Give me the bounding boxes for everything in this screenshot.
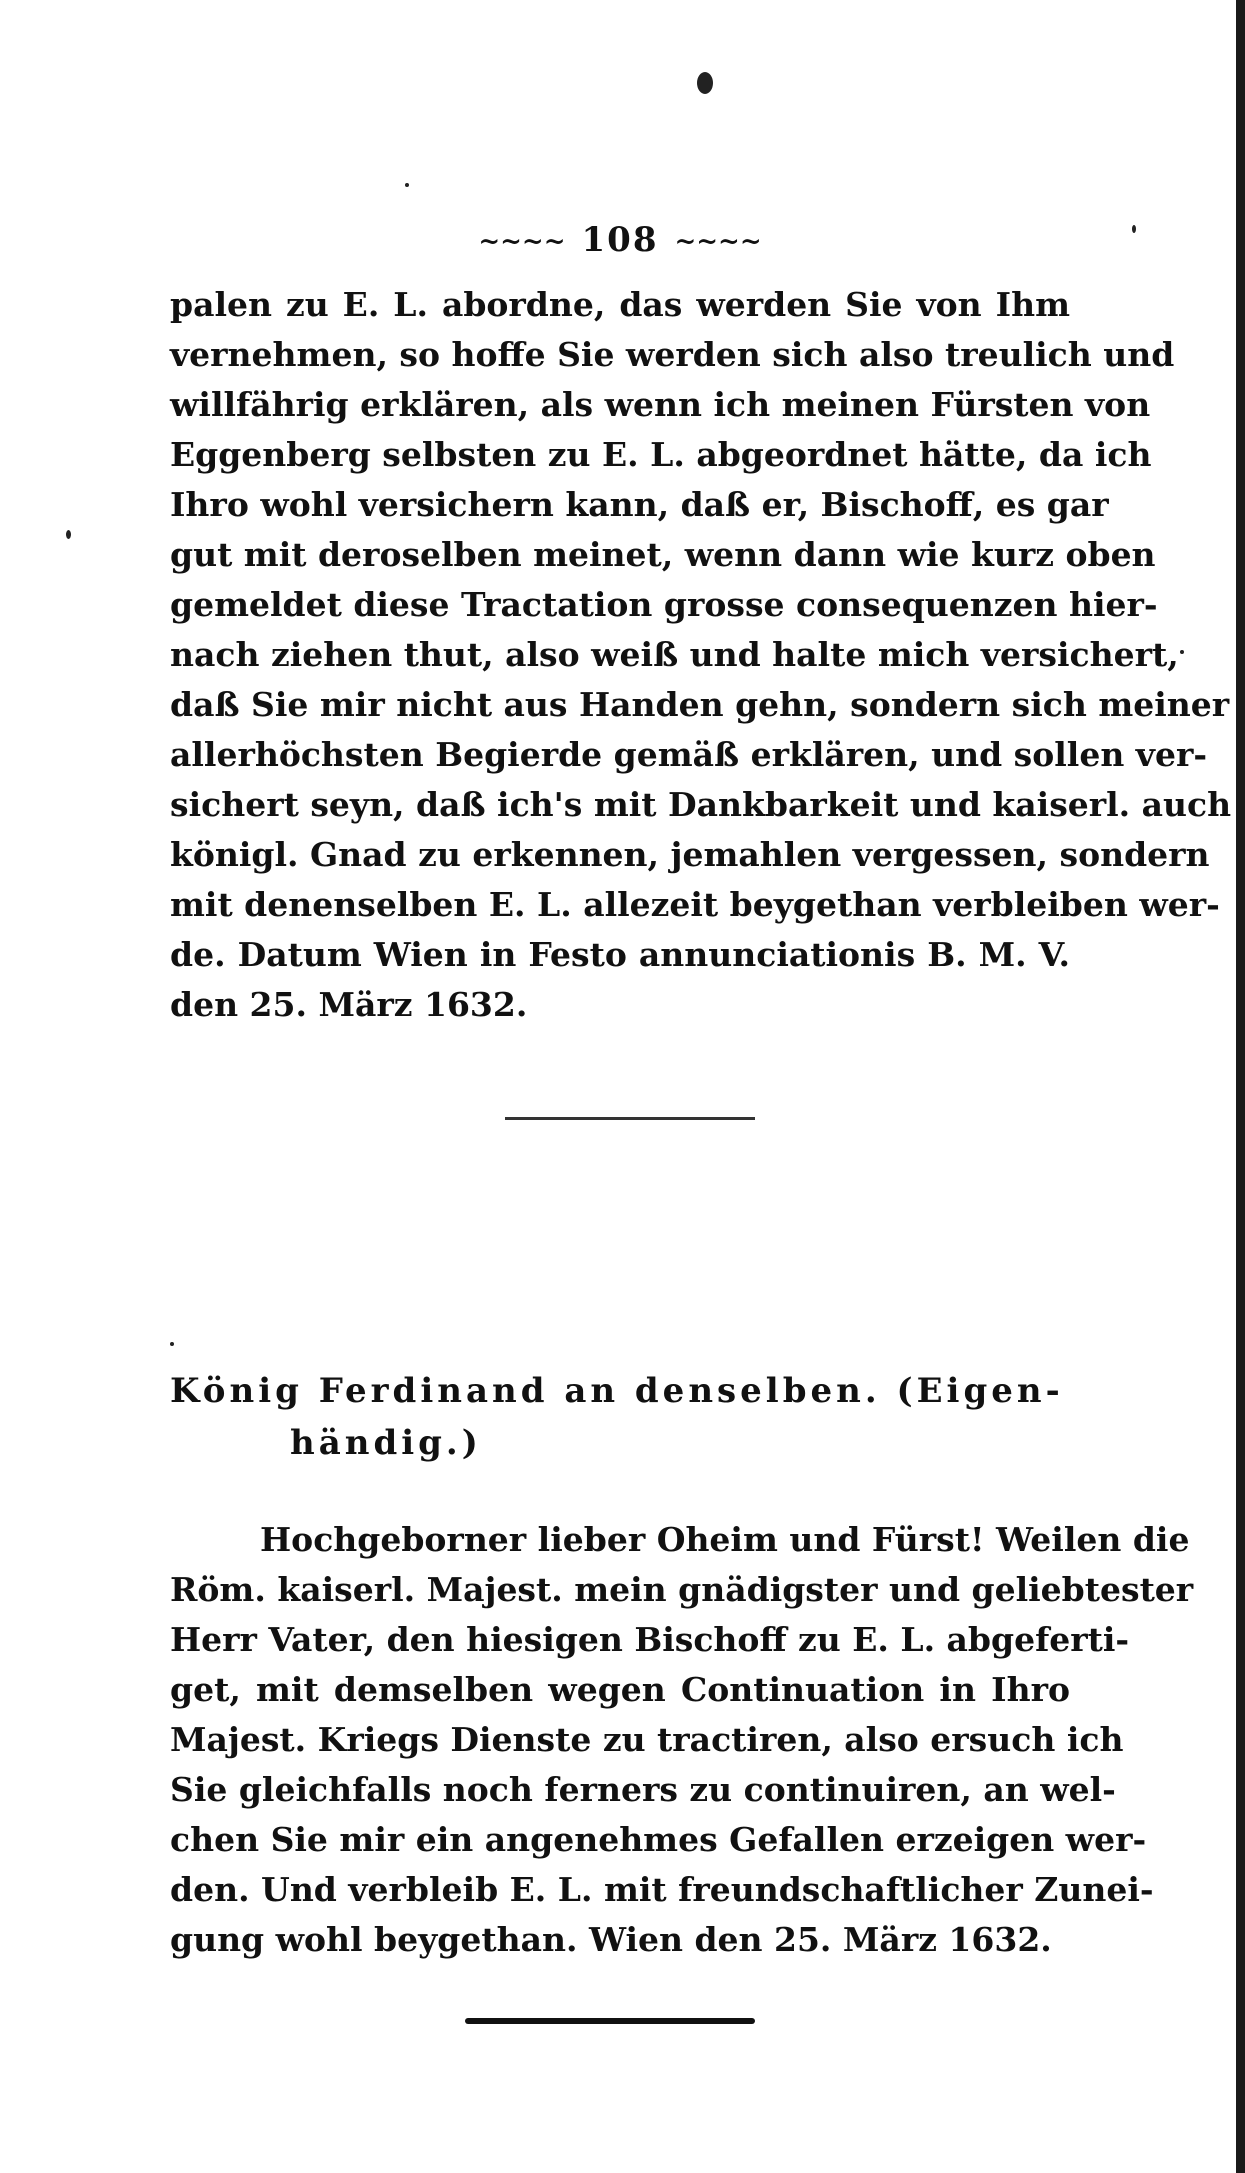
page-edge-shadow	[1236, 0, 1245, 2173]
text-line: de. Datum Wien in Festo annunciationis B. M. V.	[170, 935, 1070, 974]
text-line: gemeldet diese Tractation grosse consequenzen hier-	[170, 585, 1158, 624]
text-line: Herr Vater, den hiesigen Bischoff zu E. L. abgeferti-	[170, 1620, 1130, 1659]
text-line: Hochgeborner lieber Oheim und Fürst! Weilen die	[260, 1520, 1190, 1559]
text-line: willfährig erklären, als wenn ich meinen Fürsten von	[170, 385, 1151, 424]
text-line: den. Und verbleib E. L. mit freundschaftlicher Zunei-	[170, 1870, 1154, 1909]
scan-speck	[66, 530, 71, 539]
text-line: den 25. März 1632.	[170, 985, 528, 1024]
text-line: mit denenselben E. L. allezeit beygethan verbleiben wer-	[170, 885, 1220, 924]
ornament-left: ~~~~	[478, 227, 566, 257]
text-line: gut mit deroselben meinet, wenn dann wie kurz oben	[170, 535, 1156, 574]
text-line: Sie gleichfalls noch ferners zu continuiren, an wel-	[170, 1770, 1116, 1809]
text-line: Röm. kaiserl. Majest. mein gnädigster und geliebtester	[170, 1570, 1194, 1609]
letter-heading	[170, 1365, 1070, 1469]
text-line: sichert seyn, daß ich's mit Dankbarkeit und kaiserl. auch	[170, 785, 1232, 824]
text-line: daß Sie mir nicht aus Handen gehn, sondern sich meiner	[170, 685, 1230, 724]
text-line: Eggenberg selbsten zu E. L. abgeordnet hätte, da ich	[170, 435, 1152, 474]
heading-line: händig.)	[290, 1423, 482, 1463]
text-line: vernehmen, so hoffe Sie werden sich also treulich und	[170, 335, 1175, 374]
text-line: chen Sie mir ein angenehmes Gefallen erzeigen wer-	[170, 1820, 1147, 1859]
text-line: gung wohl beygethan. Wien den 25. März 1632.	[170, 1920, 1052, 1959]
page-header	[170, 220, 1070, 260]
end-rule	[465, 2018, 755, 2024]
scan-speck	[1180, 650, 1184, 654]
heading-line: König Ferdinand an denselben. (Eigen-	[170, 1371, 1064, 1411]
ornament-right: ~~~~	[674, 227, 762, 257]
text-line: königl. Gnad zu erkennen, jemahlen vergessen, sondern	[170, 835, 1210, 874]
scan-speck	[405, 183, 409, 187]
text-line: get, mit demselben wegen Continuation in Ihro	[170, 1670, 1070, 1709]
text-line: Ihro wohl versichern kann, daß er, Bischoff, es gar	[170, 485, 1109, 524]
text-line: nach ziehen thut, also weiß und halte mich versichert,	[170, 635, 1179, 674]
text-line: palen zu E. L. abordne, das werden Sie von Ihm	[170, 285, 1070, 324]
text-line: allerhöchsten Begierde gemäß erklären, und sollen ver-	[170, 735, 1208, 774]
section-divider	[505, 1117, 755, 1120]
letter-paragraph-1	[170, 280, 1232, 1030]
scan-speck	[1132, 225, 1136, 233]
text-line: Majest. Kriegs Dienste zu tractiren, also ersuch ich	[170, 1720, 1124, 1759]
scan-speck	[697, 72, 713, 94]
scan-speck	[170, 1342, 174, 1346]
letter-paragraph-2	[170, 1515, 1194, 1965]
page-number: 108	[581, 220, 659, 260]
